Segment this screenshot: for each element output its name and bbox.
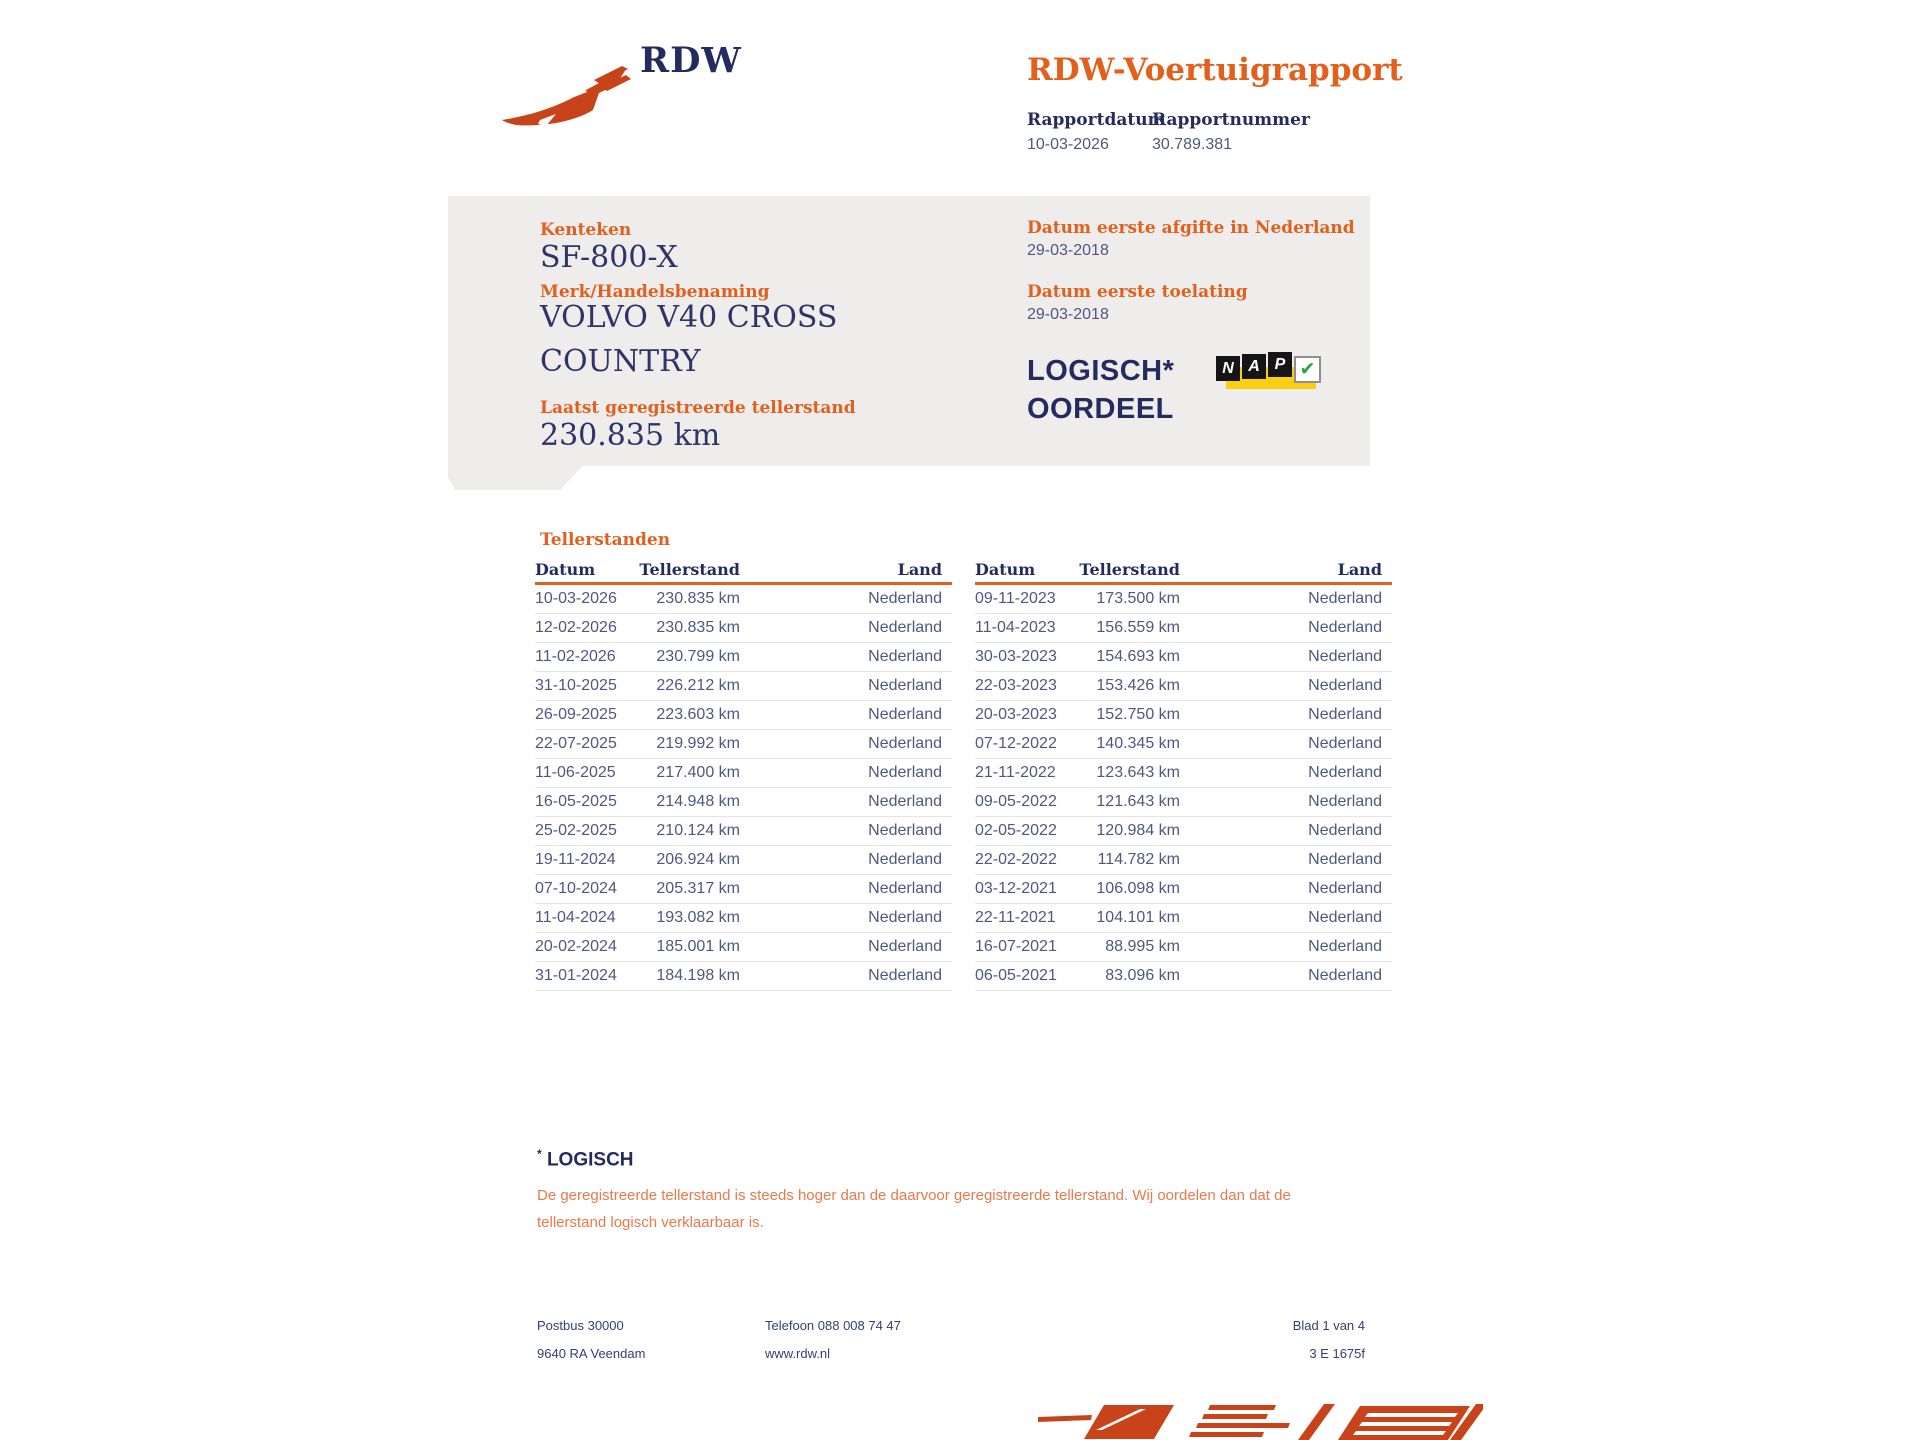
footer-address-line2: 9640 RA Veendam [537, 1346, 646, 1361]
cell-datum: 06-05-2021 [975, 967, 1057, 984]
cell-datum: 10-03-2026 [535, 590, 617, 607]
cell-tellerstand: 217.400 km [656, 764, 740, 781]
cell-tellerstand: 83.096 km [1105, 967, 1180, 984]
cell-tellerstand: 230.835 km [656, 619, 740, 636]
cell-land: Nederland [1308, 851, 1382, 868]
check-icon: ✔ [1294, 356, 1321, 383]
cell-datum: 31-10-2025 [535, 677, 617, 694]
cell-land: Nederland [1308, 677, 1382, 694]
cell-land: Nederland [868, 619, 942, 636]
cell-land: Nederland [1308, 648, 1382, 665]
cell-datum: 03-12-2021 [975, 880, 1057, 897]
cell-land: Nederland [868, 822, 942, 839]
oordeel-line2: OORDEEL [1027, 393, 1174, 425]
kenteken-value: SF-800-X [540, 240, 678, 275]
nap-logo [1216, 352, 1328, 398]
column-header-datum: Datum [975, 560, 1036, 579]
column-header-land: Land [1337, 560, 1382, 579]
eerste-afgifte-value: 29-03-2018 [1027, 242, 1109, 259]
cell-land: Nederland [1308, 880, 1382, 897]
cell-tellerstand: 120.984 km [1096, 822, 1180, 839]
footnote-text [537, 1182, 1337, 1236]
cell-datum: 26-09-2025 [535, 706, 617, 723]
cell-datum: 22-03-2023 [975, 677, 1057, 694]
cell-datum: 02-05-2022 [975, 822, 1057, 839]
cell-tellerstand: 152.750 km [1096, 706, 1180, 723]
cell-land: Nederland [1308, 967, 1382, 984]
merk-value: VOLVO V40 CROSS COUNTRY [540, 300, 838, 379]
table-header [535, 556, 952, 585]
cell-tellerstand: 106.098 km [1096, 880, 1180, 897]
table-row [975, 788, 1392, 817]
footer-address-line1: Postbus 30000 [537, 1318, 624, 1333]
table-row [535, 788, 952, 817]
cell-land: Nederland [1308, 793, 1382, 810]
cell-tellerstand: 114.782 km [1097, 851, 1180, 868]
laatste-tellerstand-label: Laatst geregistreerde tellerstand [540, 398, 856, 418]
cell-datum: 20-02-2024 [535, 938, 617, 955]
table-row [975, 875, 1392, 904]
page-title: RDW-Voertuigrapport [1027, 52, 1403, 88]
cell-tellerstand: 123.643 km [1096, 764, 1180, 781]
report-date-label: Rapportdatum [1027, 110, 1166, 130]
footer-page-number: Blad 1 van 4 [1292, 1318, 1365, 1333]
table-row [535, 643, 952, 672]
cell-datum: 09-11-2023 [975, 590, 1056, 607]
cell-datum: 07-10-2024 [535, 880, 617, 897]
cell-datum: 22-11-2021 [975, 909, 1056, 926]
table-row [535, 672, 952, 701]
cell-land: Nederland [868, 590, 942, 607]
cell-tellerstand: 184.198 km [656, 967, 740, 984]
cell-tellerstand: 154.693 km [1096, 648, 1180, 665]
cell-tellerstand: 219.992 km [656, 735, 740, 752]
footer-phone: Telefoon 088 008 74 47 [765, 1318, 901, 1333]
cell-tellerstand: 156.559 km [1096, 619, 1180, 636]
report-number-label: Rapportnummer [1152, 110, 1310, 130]
cell-tellerstand: 153.426 km [1096, 677, 1180, 694]
cell-land: Nederland [868, 851, 942, 868]
cell-land: Nederland [1308, 909, 1382, 926]
table-row [535, 904, 952, 933]
cell-land: Nederland [868, 880, 942, 897]
cell-tellerstand: 193.082 km [656, 909, 740, 926]
cell-land: Nederland [868, 909, 942, 926]
tellerstanden-section-title: Tellerstanden [540, 530, 671, 550]
footnote-asterisk: * [537, 1147, 542, 1161]
table-row [975, 759, 1392, 788]
cell-land: Nederland [868, 706, 942, 723]
cell-tellerstand: 140.345 km [1096, 735, 1180, 752]
laatste-tellerstand-value: 230.835 km [540, 418, 721, 453]
table-row [975, 933, 1392, 962]
cell-tellerstand: 230.799 km [656, 648, 740, 665]
rdw-wordmark: RDW [640, 40, 742, 81]
cell-tellerstand: 205.317 km [656, 880, 740, 897]
cell-datum: 19-11-2024 [535, 851, 616, 868]
table-row [975, 730, 1392, 759]
tellerstanden-table-right [975, 556, 1392, 991]
table-row [975, 846, 1392, 875]
oordeel-verdict [1027, 352, 1174, 428]
column-header-datum: Datum [535, 560, 596, 579]
table-row [535, 846, 952, 875]
nap-letter-p: P [1268, 352, 1292, 377]
cell-land: Nederland [1308, 590, 1382, 607]
rdw-stripes-graphic [1038, 1402, 1483, 1440]
cell-datum: 07-12-2022 [975, 735, 1057, 752]
cell-tellerstand: 214.948 km [656, 793, 740, 810]
rdw-swoosh-logo-icon [498, 60, 638, 132]
cell-land: Nederland [1308, 764, 1382, 781]
table-row [535, 585, 952, 614]
table-row [535, 730, 952, 759]
cell-land: Nederland [1308, 938, 1382, 955]
table-row [975, 701, 1392, 730]
column-header-land: Land [897, 560, 942, 579]
cell-datum: 20-03-2023 [975, 706, 1057, 723]
cell-datum: 25-02-2025 [535, 822, 617, 839]
footnote-text-line1: De geregistreerde tellerstand is steeds hoger dan de daarvoor geregistreerde tellerstand. Wij oordelen dan dat de [537, 1187, 1291, 1204]
cell-land: Nederland [1308, 822, 1382, 839]
table-header [975, 556, 1392, 585]
footnote-title-text: LOGISCH [546, 1149, 634, 1171]
cell-datum: 11-04-2024 [535, 909, 616, 926]
cell-tellerstand: 104.101 km [1096, 909, 1180, 926]
cell-datum: 31-01-2024 [535, 967, 617, 984]
footer-form-code: 3 E 1675f [1309, 1346, 1365, 1361]
cell-tellerstand: 173.500 km [1096, 590, 1180, 607]
table-row [975, 672, 1392, 701]
nap-letter-n: N [1216, 356, 1240, 381]
cell-land: Nederland [868, 677, 942, 694]
cell-tellerstand: 121.643 km [1096, 793, 1180, 810]
report-number-value: 30.789.381 [1152, 136, 1233, 153]
cell-tellerstand: 230.835 km [656, 590, 740, 607]
cell-land: Nederland [868, 793, 942, 810]
cell-tellerstand: 223.603 km [656, 706, 740, 723]
cell-datum: 11-06-2025 [535, 764, 616, 781]
table-row [975, 962, 1392, 991]
table-row [535, 817, 952, 846]
report-date-value: 10-03-2026 [1027, 136, 1109, 153]
eerste-toelating-value: 29-03-2018 [1027, 306, 1109, 323]
table-row [975, 585, 1392, 614]
cell-land: Nederland [868, 764, 942, 781]
cell-land: Nederland [868, 938, 942, 955]
cell-datum: 09-05-2022 [975, 793, 1057, 810]
table-row [535, 614, 952, 643]
eerste-afgifte-label: Datum eerste afgifte in Nederland [1027, 218, 1355, 238]
table-row [535, 759, 952, 788]
footer-website: www.rdw.nl [765, 1346, 831, 1361]
table-row [975, 614, 1392, 643]
nap-letter-a: A [1242, 354, 1266, 379]
table-row [535, 933, 952, 962]
cell-datum: 11-04-2023 [975, 619, 1056, 636]
merk-label: Merk/Handelsbenaming [540, 282, 770, 302]
cell-tellerstand: 210.124 km [656, 822, 740, 839]
cell-datum: 11-02-2026 [535, 648, 616, 665]
cell-datum: 30-03-2023 [975, 648, 1057, 665]
cell-datum: 16-07-2021 [975, 938, 1057, 955]
footnote-text-line2: tellerstand logisch verklaarbaar is. [537, 1214, 764, 1231]
cell-datum: 12-02-2026 [535, 619, 617, 636]
cell-land: Nederland [868, 967, 942, 984]
oordeel-line1: LOGISCH* [1027, 355, 1175, 387]
table-row [535, 962, 952, 991]
eerste-toelating-label: Datum eerste toelating [1027, 282, 1248, 302]
cell-land: Nederland [868, 648, 942, 665]
table-row [975, 643, 1392, 672]
tellerstanden-table-left [535, 556, 952, 991]
cell-datum: 22-07-2025 [535, 735, 617, 752]
column-header-tellerstand: Tellerstand [1079, 560, 1180, 579]
cell-datum: 21-11-2022 [975, 764, 1056, 781]
cell-tellerstand: 206.924 km [656, 851, 740, 868]
cell-tellerstand: 226.212 km [656, 677, 740, 694]
cell-land: Nederland [1308, 735, 1382, 752]
cell-tellerstand: 185.001 km [656, 938, 740, 955]
table-row [975, 904, 1392, 933]
table-row [535, 701, 952, 730]
cell-datum: 16-05-2025 [535, 793, 617, 810]
cell-tellerstand: 88.995 km [1105, 938, 1180, 955]
cell-land: Nederland [1308, 706, 1382, 723]
cell-land: Nederland [868, 735, 942, 752]
kenteken-label: Kenteken [540, 220, 632, 240]
cell-datum: 22-02-2022 [975, 851, 1057, 868]
footnote-title [537, 1147, 634, 1171]
column-header-tellerstand: Tellerstand [639, 560, 740, 579]
table-row [535, 875, 952, 904]
cell-land: Nederland [1308, 619, 1382, 636]
table-row [975, 817, 1392, 846]
